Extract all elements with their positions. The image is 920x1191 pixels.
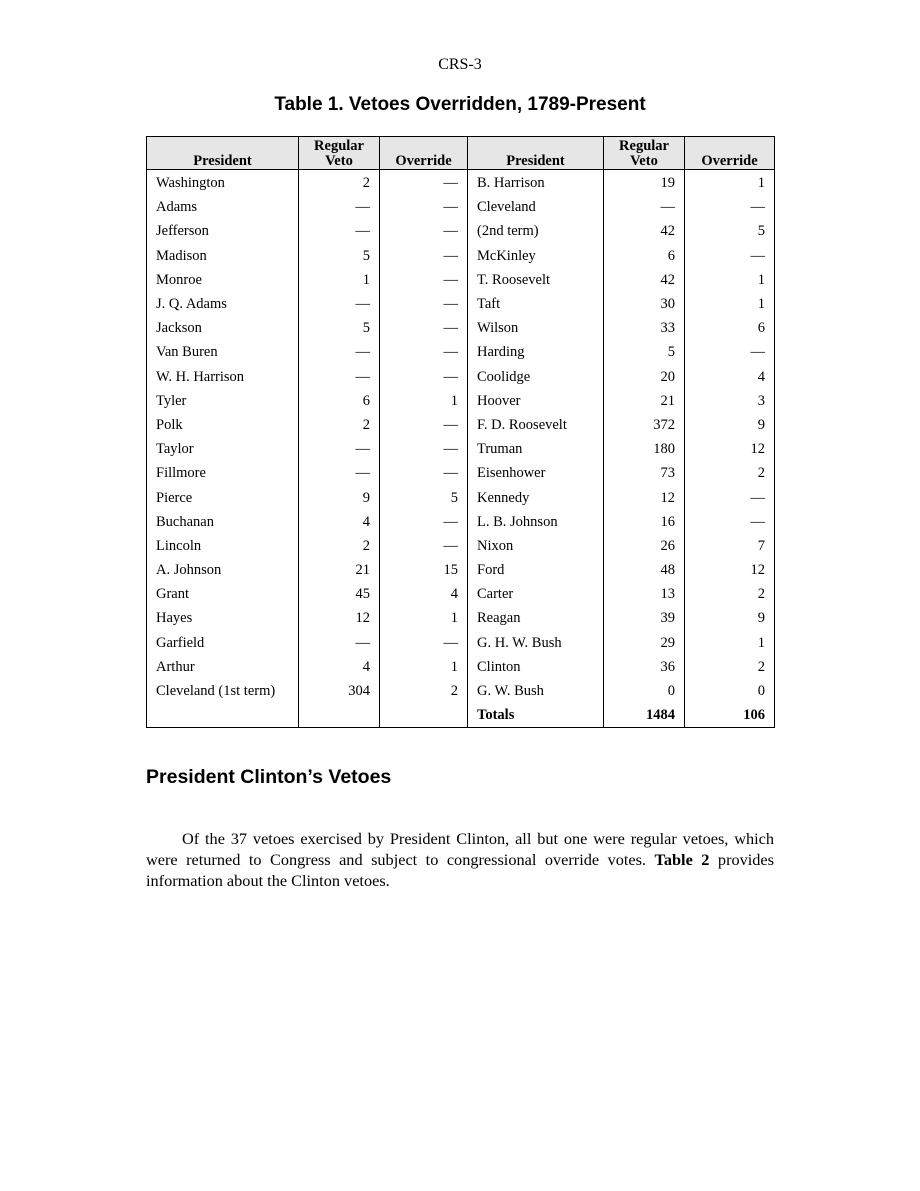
president-left-cell: W. H. Harrison bbox=[147, 365, 299, 389]
president-right-cell: Eisenhower bbox=[468, 461, 604, 485]
president-right-cell: B. Harrison bbox=[468, 170, 604, 196]
table-row bbox=[147, 389, 775, 413]
president-right-cell: G. W. Bush bbox=[468, 679, 604, 703]
president-left-cell: Lincoln bbox=[147, 534, 299, 558]
override-right-cell: — bbox=[685, 510, 775, 534]
table-row bbox=[147, 170, 775, 196]
regular-veto-left-cell: 5 bbox=[299, 244, 380, 268]
regular-veto-right-cell: 33 bbox=[604, 316, 685, 340]
president-left-cell: Grant bbox=[147, 582, 299, 606]
override-right-cell: — bbox=[685, 244, 775, 268]
regular-veto-left-cell: 2 bbox=[299, 170, 380, 196]
table-row bbox=[147, 340, 775, 364]
override-right-cell: 7 bbox=[685, 534, 775, 558]
president-right-cell: Cleveland bbox=[468, 195, 604, 219]
table-row bbox=[147, 485, 775, 509]
override-right-cell: 3 bbox=[685, 389, 775, 413]
header-regular-veto-left: Regular Veto bbox=[299, 137, 380, 170]
regular-veto-right-cell: 30 bbox=[604, 292, 685, 316]
override-right-cell: 0 bbox=[685, 679, 775, 703]
president-right-cell: (2nd term) bbox=[468, 219, 604, 243]
president-left-cell: Hayes bbox=[147, 606, 299, 630]
president-right-cell: Carter bbox=[468, 582, 604, 606]
override-left-cell: — bbox=[380, 170, 468, 196]
override-left-cell: — bbox=[380, 195, 468, 219]
table-header-row bbox=[147, 137, 775, 170]
table-row bbox=[147, 606, 775, 630]
table-row bbox=[147, 413, 775, 437]
regular-veto-left-cell: 12 bbox=[299, 606, 380, 630]
regular-veto-left-cell: 45 bbox=[299, 582, 380, 606]
president-right-cell: F. D. Roosevelt bbox=[468, 413, 604, 437]
override-left-cell: — bbox=[380, 365, 468, 389]
regular-veto-right-cell: 12 bbox=[604, 485, 685, 509]
override-left-cell: — bbox=[380, 461, 468, 485]
president-right-cell: Taft bbox=[468, 292, 604, 316]
override-left-cell: — bbox=[380, 292, 468, 316]
regular-veto-left-cell: — bbox=[299, 437, 380, 461]
regular-veto-right-cell: 16 bbox=[604, 510, 685, 534]
override-left-cell: — bbox=[380, 631, 468, 655]
table-row bbox=[147, 558, 775, 582]
override-right-cell: 2 bbox=[685, 655, 775, 679]
president-right-cell: Harding bbox=[468, 340, 604, 364]
president-left-cell: Cleveland (1st term) bbox=[147, 679, 299, 703]
president-right-cell: Totals bbox=[468, 703, 604, 728]
override-right-cell: 106 bbox=[685, 703, 775, 728]
regular-veto-left-cell bbox=[299, 703, 380, 728]
regular-veto-right-cell: 29 bbox=[604, 631, 685, 655]
override-right-cell: 1 bbox=[685, 292, 775, 316]
running-head: CRS-3 bbox=[438, 56, 482, 73]
header-regular-veto-right: Regular Veto bbox=[604, 137, 685, 170]
table-row bbox=[147, 510, 775, 534]
regular-veto-right-cell: 42 bbox=[604, 219, 685, 243]
regular-veto-right-cell: — bbox=[604, 195, 685, 219]
override-left-cell: — bbox=[380, 340, 468, 364]
table-2-reference: Table 2 bbox=[654, 850, 710, 870]
regular-veto-right-cell: 180 bbox=[604, 437, 685, 461]
override-right-cell: — bbox=[685, 340, 775, 364]
regular-veto-right-cell: 20 bbox=[604, 365, 685, 389]
president-left-cell: Monroe bbox=[147, 268, 299, 292]
regular-veto-right-cell: 0 bbox=[604, 679, 685, 703]
header-override-right: Override bbox=[685, 137, 775, 170]
president-right-cell: Wilson bbox=[468, 316, 604, 340]
regular-veto-right-cell: 21 bbox=[604, 389, 685, 413]
vetoes-table bbox=[146, 136, 775, 728]
table-body bbox=[147, 170, 775, 728]
override-left-cell: — bbox=[380, 510, 468, 534]
regular-veto-left-cell: 2 bbox=[299, 534, 380, 558]
regular-veto-left-cell: 304 bbox=[299, 679, 380, 703]
president-right-cell: Kennedy bbox=[468, 485, 604, 509]
president-left-cell: Fillmore bbox=[147, 461, 299, 485]
override-right-cell: 2 bbox=[685, 461, 775, 485]
president-right-cell: Ford bbox=[468, 558, 604, 582]
paragraph-text-after: provides information about the Clinton vetoes. bbox=[146, 850, 774, 891]
regular-veto-right-cell: 372 bbox=[604, 413, 685, 437]
override-left-cell: 1 bbox=[380, 389, 468, 413]
override-right-cell: 9 bbox=[685, 413, 775, 437]
president-right-cell: Hoover bbox=[468, 389, 604, 413]
header-president-left: President bbox=[147, 137, 299, 170]
president-right-cell: Coolidge bbox=[468, 365, 604, 389]
regular-veto-left-cell: — bbox=[299, 365, 380, 389]
override-right-cell: 5 bbox=[685, 219, 775, 243]
president-right-cell: G. H. W. Bush bbox=[468, 631, 604, 655]
president-left-cell: Pierce bbox=[147, 485, 299, 509]
override-right-cell: 12 bbox=[685, 437, 775, 461]
override-left-cell: 4 bbox=[380, 582, 468, 606]
regular-veto-right-cell: 36 bbox=[604, 655, 685, 679]
regular-veto-left-cell: 6 bbox=[299, 389, 380, 413]
table-row bbox=[147, 679, 775, 703]
section-heading: President Clinton’s Vetoes bbox=[146, 766, 392, 788]
table-row bbox=[147, 316, 775, 340]
regular-veto-left-cell: 9 bbox=[299, 485, 380, 509]
president-left-cell: A. Johnson bbox=[147, 558, 299, 582]
override-left-cell: — bbox=[380, 316, 468, 340]
president-left-cell: Adams bbox=[147, 195, 299, 219]
president-right-cell: Reagan bbox=[468, 606, 604, 630]
president-left-cell: Garfield bbox=[147, 631, 299, 655]
president-right-cell: Nixon bbox=[468, 534, 604, 558]
override-left-cell: 15 bbox=[380, 558, 468, 582]
override-left-cell bbox=[380, 703, 468, 728]
body-paragraph bbox=[146, 828, 774, 891]
table-row bbox=[147, 534, 775, 558]
table-row bbox=[147, 631, 775, 655]
override-right-cell: 9 bbox=[685, 606, 775, 630]
override-right-cell: 1 bbox=[685, 631, 775, 655]
president-right-cell: Clinton bbox=[468, 655, 604, 679]
override-left-cell: 5 bbox=[380, 485, 468, 509]
totals-row bbox=[147, 703, 775, 728]
president-right-cell: L. B. Johnson bbox=[468, 510, 604, 534]
president-left-cell: Jefferson bbox=[147, 219, 299, 243]
override-right-cell: — bbox=[685, 485, 775, 509]
regular-veto-right-cell: 13 bbox=[604, 582, 685, 606]
override-left-cell: — bbox=[380, 437, 468, 461]
table-row bbox=[147, 195, 775, 219]
regular-veto-left-cell: — bbox=[299, 292, 380, 316]
table-row bbox=[147, 244, 775, 268]
table-row bbox=[147, 437, 775, 461]
regular-veto-left-cell: 1 bbox=[299, 268, 380, 292]
president-left-cell: Arthur bbox=[147, 655, 299, 679]
regular-veto-left-cell: 4 bbox=[299, 655, 380, 679]
regular-veto-right-cell: 26 bbox=[604, 534, 685, 558]
header-president-right: President bbox=[468, 137, 604, 170]
regular-veto-left-cell: 21 bbox=[299, 558, 380, 582]
regular-veto-right-cell: 73 bbox=[604, 461, 685, 485]
override-right-cell: 1 bbox=[685, 170, 775, 196]
regular-veto-left-cell: 2 bbox=[299, 413, 380, 437]
regular-veto-left-cell: — bbox=[299, 631, 380, 655]
regular-veto-right-cell: 5 bbox=[604, 340, 685, 364]
table-row bbox=[147, 219, 775, 243]
regular-veto-left-cell: — bbox=[299, 340, 380, 364]
table-title: Table 1. Vetoes Overridden, 1789-Present bbox=[274, 94, 646, 115]
override-right-cell: 1 bbox=[685, 268, 775, 292]
regular-veto-left-cell: — bbox=[299, 461, 380, 485]
regular-veto-left-cell: — bbox=[299, 195, 380, 219]
table-row bbox=[147, 268, 775, 292]
table-row bbox=[147, 461, 775, 485]
president-right-cell: McKinley bbox=[468, 244, 604, 268]
president-left-cell: Polk bbox=[147, 413, 299, 437]
president-left-cell: Washington bbox=[147, 170, 299, 196]
override-right-cell: 4 bbox=[685, 365, 775, 389]
override-left-cell: 1 bbox=[380, 655, 468, 679]
header-override-left: Override bbox=[380, 137, 468, 170]
override-left-cell: — bbox=[380, 534, 468, 558]
president-left-cell: Jackson bbox=[147, 316, 299, 340]
president-right-cell: T. Roosevelt bbox=[468, 268, 604, 292]
regular-veto-right-cell: 6 bbox=[604, 244, 685, 268]
override-right-cell: 2 bbox=[685, 582, 775, 606]
regular-veto-right-cell: 39 bbox=[604, 606, 685, 630]
regular-veto-right-cell: 42 bbox=[604, 268, 685, 292]
override-left-cell: 1 bbox=[380, 606, 468, 630]
president-left-cell bbox=[147, 703, 299, 728]
president-left-cell: Madison bbox=[147, 244, 299, 268]
override-left-cell: — bbox=[380, 244, 468, 268]
override-left-cell: — bbox=[380, 268, 468, 292]
regular-veto-left-cell: — bbox=[299, 219, 380, 243]
override-left-cell: — bbox=[380, 219, 468, 243]
override-right-cell: 6 bbox=[685, 316, 775, 340]
regular-veto-right-cell: 48 bbox=[604, 558, 685, 582]
president-right-cell: Truman bbox=[468, 437, 604, 461]
president-left-cell: Taylor bbox=[147, 437, 299, 461]
override-right-cell: 12 bbox=[685, 558, 775, 582]
override-left-cell: — bbox=[380, 413, 468, 437]
paragraph-text-before: Of the 37 vetoes exercised by President Clinton, all but one were regular vetoes, which were returned to Congress and subject to congressional override votes. bbox=[146, 829, 774, 870]
president-left-cell: Van Buren bbox=[147, 340, 299, 364]
president-left-cell: Tyler bbox=[147, 389, 299, 413]
regular-veto-left-cell: 5 bbox=[299, 316, 380, 340]
president-left-cell: Buchanan bbox=[147, 510, 299, 534]
table-row bbox=[147, 292, 775, 316]
regular-veto-right-cell: 19 bbox=[604, 170, 685, 196]
regular-veto-left-cell: 4 bbox=[299, 510, 380, 534]
override-left-cell: 2 bbox=[380, 679, 468, 703]
override-right-cell: — bbox=[685, 195, 775, 219]
table-row bbox=[147, 582, 775, 606]
table-row bbox=[147, 655, 775, 679]
regular-veto-right-cell: 1484 bbox=[604, 703, 685, 728]
table-row bbox=[147, 365, 775, 389]
president-left-cell: J. Q. Adams bbox=[147, 292, 299, 316]
